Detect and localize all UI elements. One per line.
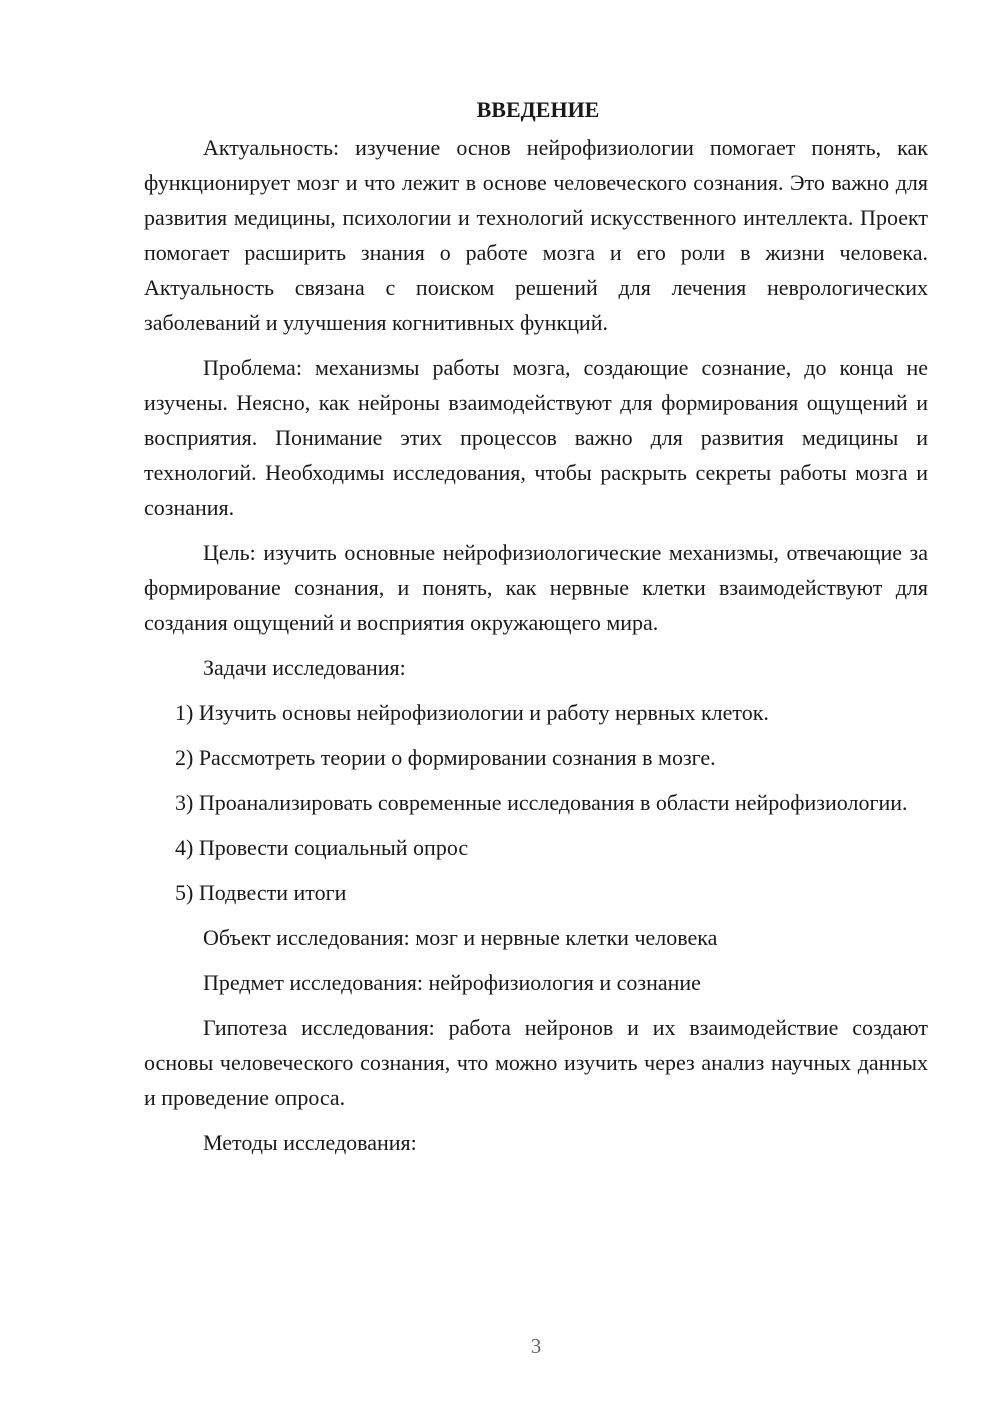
subject-paragraph: Предмет исследования: нейрофизиология и сознание bbox=[203, 970, 701, 995]
problem-paragraph: Проблема: механизмы работы мозга, создающие сознание, до конца не изучены. Неясно, как нейроны взаимодействуют для формирования ощущений и восприятия. Понимание этих процессов важно для развития медицины и технологий. Необходимы исследования, чтобы раскрыть секреты работы мозга и сознания. bbox=[144, 355, 928, 520]
document-page bbox=[144, 92, 928, 1160]
hypothesis-paragraph: Гипотеза исследования: работа нейронов и их взаимодействие создают основы человеческого сознания, что можно изучить через анализ научных данных и проведение опроса. bbox=[144, 1015, 928, 1110]
section-heading: ВВЕДЕНИЕ bbox=[476, 97, 600, 122]
object-paragraph: Объект исследования: мозг и нервные клетки человека bbox=[203, 925, 718, 950]
task-item-3: 3) Проанализировать современные исследования в области нейрофизиологии. bbox=[175, 790, 908, 815]
task-item-5: 5) Подвести итоги bbox=[175, 880, 347, 905]
tasks-heading: Задачи исследования: bbox=[203, 655, 406, 680]
page-number: 3 bbox=[530, 1334, 542, 1358]
methods-heading: Методы исследования: bbox=[203, 1130, 417, 1155]
relevance-paragraph: Актуальность: изучение основ нейрофизиологии помогает понять, как функционирует мозг и что лежит в основе человеческого сознания. Это важно для развития медицины, психологии и технологий искусственного интеллекта. Проект помогает расширить знания о работе мозга и его роли в жизни человека. Актуальность связана с поиском решений для лечения неврологических заболеваний и улучшения когнитивных функций. bbox=[144, 135, 928, 335]
goal-paragraph: Цель: изучить основные нейрофизиологические механизмы, отвечающие за формирование сознания, и понять, как нервные клетки взаимодействуют для создания ощущений и восприятия окружающего мира. bbox=[144, 540, 928, 635]
task-item-4: 4) Провести социальный опрос bbox=[175, 835, 469, 860]
task-item-1: 1) Изучить основы нейрофизиологии и работу нервных клеток. bbox=[175, 700, 769, 725]
task-item-2: 2) Рассмотреть теории о формировании сознания в мозге. bbox=[175, 745, 716, 770]
